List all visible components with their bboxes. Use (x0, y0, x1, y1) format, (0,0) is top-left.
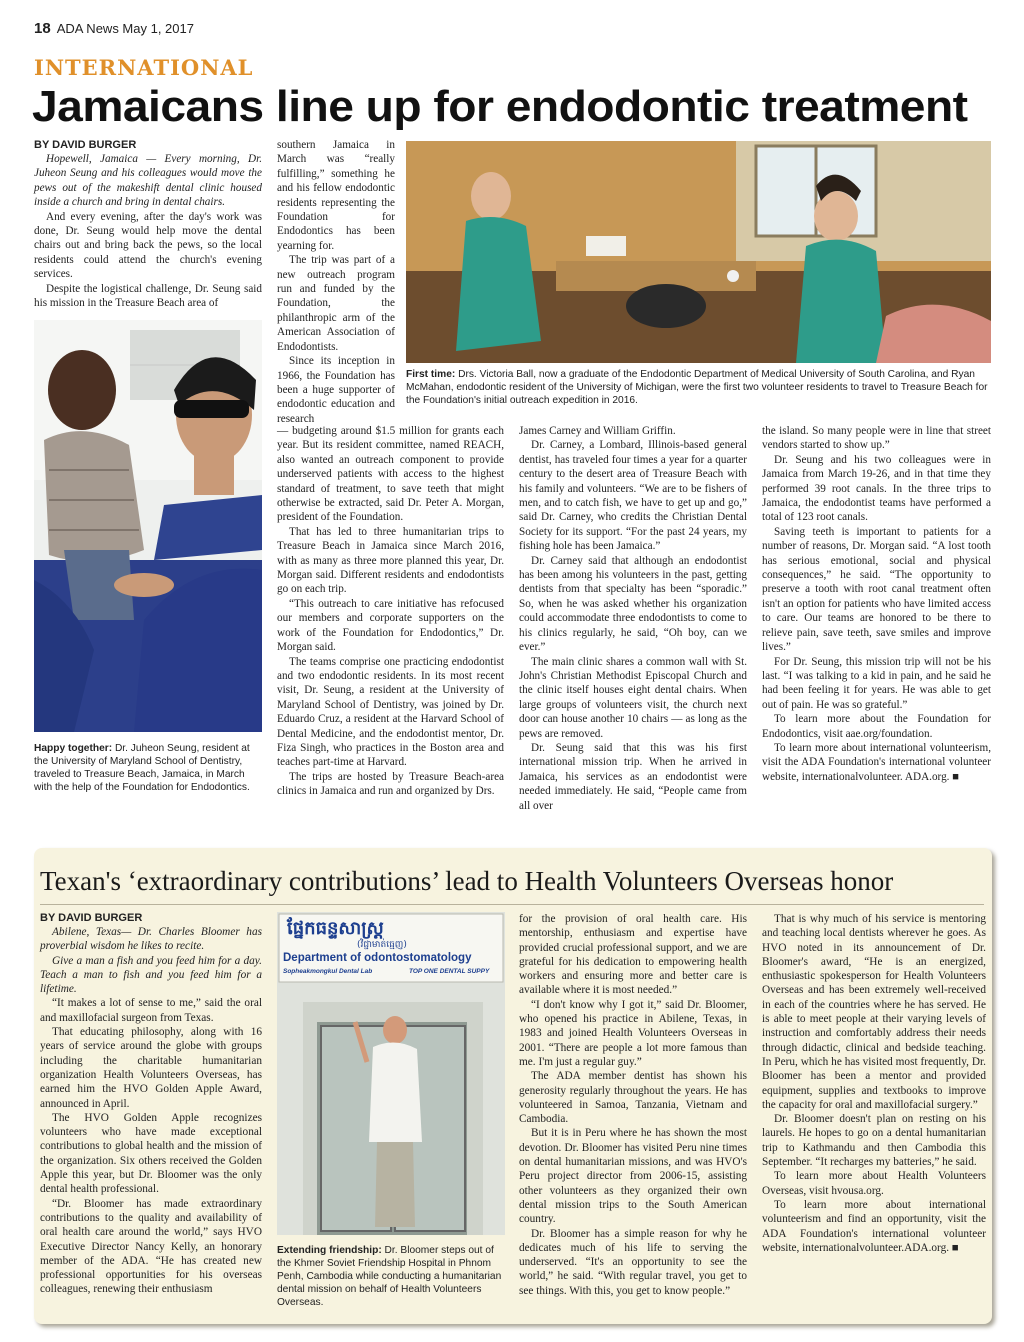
paragraph: “It makes a lot of sense to me,” said the oral and maxillofacial surgeon from Texas. (40, 997, 262, 1024)
paragraph: James Carney and William Griffin. (519, 425, 676, 437)
page-folio (34, 20, 194, 37)
caption-first-time: First time: Drs. Victoria Ball, now a graduate of the Endodontic Department of Medical University of South Carolina, and Ryan McMahan, endodontic resident of the University of Michigan, were the first two volunteer residents to travel to Treasure Beach for the Foundation's initial outreach expedition in 2016. (406, 369, 988, 406)
paragraph: The ADA member dentist has shown his generosity regularly throughout the years. He has volunteered in Samoa, Tanzania, Vietnam and Cambodia. (519, 1070, 747, 1126)
article1-column-1 (34, 152, 262, 310)
sign-lab-text: Sopheakmongkul Dental Lab (283, 968, 373, 975)
paragraph: Saving teeth is important to patients for a number of reasons, Dr. Morgan said. “A lost tooth has serious emotional, social and physical consequences,” he said. “The opportunity to preserve a tooth with root canal treatment often isn't an option for patients who have limited access to care. Our teams are honored to be there to relieve pain, save teeth, save smiles and improve lives.” (762, 525, 991, 654)
paragraph: That educating philosophy, along with 16 years of service around the globe with groups including the charitable humanitarian organization Health Volunteers Overseas, has earned him the HVO Golden Apple Award, announced in April. (40, 1026, 262, 1110)
paragraph: Dr. Bloomer has a simple reason for why he dedicates much of his life to serving the underserved. “It's an opportunity to see the world,” he said. “With regular travel, you get to see things. With this, you get to know people.” (519, 1227, 747, 1297)
paragraph: “This outreach to care initiative has refocused our members and corporate supporters on the work of the Foundation for Endodontics,” Dr. Morgan said. (277, 597, 504, 654)
paragraph: But it is in Peru where he has shown the most devotion. Dr. Bloomer has visited Peru nine times on dental humanitarian missions, and was HVO's Peru project director from 2006-15, assisting other volunteers as they organized their own dental mission trips to the South American country. (519, 1127, 747, 1226)
article2-column-3 (519, 912, 747, 1298)
article1-column-2-top (277, 138, 395, 426)
article2-column-4 (762, 912, 986, 1255)
photo-extending-friendship (277, 912, 505, 1235)
article-headline: Jamaicans line up for endodontic treatment (32, 82, 968, 131)
sign-supply-text: TOP ONE DENTAL SUPPY (409, 968, 490, 975)
paragraph: “Dr. Bloomer has made extraordinary contributions to the quality and availability of oral health care around the world,” says HVO Executive Director Nancy Kelly, an honorary member of the ADA. “He has created new professional opportunities for his overseas colleagues, renewing their enthusiasm (40, 1197, 262, 1296)
paragraph: The HVO Golden Apple recognizes volunteers who have made exceptional contributions to global health and the mission of the organization. Six others received the Golden Apple this year, but Dr. Bloomer was the only dental health professional. (40, 1111, 262, 1196)
paragraph: Dr. Seung and his two colleagues were in Jamaica from March 19-26, and in that time they performed 39 root canals. In the three trips to Jamaica, the endodontist teams have performed a total of 123 root canals. (762, 453, 991, 524)
paragraph: Dr. Bloomer doesn't plan on resting on his laurels. He hopes to go on a dental humanitarian trip to Kathmandu and then Cambodia this September. “It recharges my batteries,” he said. (762, 1113, 986, 1169)
paragraph: — budgeting around $1.5 million for grants each year. But its resident committee, named REACH, also wanted an outreach component to provide underserved patients with access to the highest standard of treatment, to save teeth that might otherwise be extracted, said Dr. Peter A. Morgan, president of the Foundation. (277, 425, 504, 524)
page-number: 18 (34, 20, 51, 37)
paragraph: Since its inception in 1966, the Foundation has been a huge supporter of endodontic education and research (277, 355, 395, 425)
publication-date: ADA News May 1, 2017 (56, 21, 194, 36)
paragraph: That has led to three humanitarian trips to Treasure Beach in Jamaica since March 2016, with as many as three more planned this year, Dr. Morgan said. Different residents and endodontists go on each trip. (277, 525, 504, 596)
paragraph: “I don't know why I got it,” said Dr. Bloomer, who opened his practice in Abilene, Texas, in 1983 and joined Health Volunteers Overseas in 2001. “There are people a lot more famous than me. I'm just a regular guy.” (519, 998, 747, 1068)
paragraph: The trip was part of a new outreach program run and funded by the Foundation, the philanthropic arm of the American Association of Endodontists. (277, 254, 395, 353)
byline: BY DAVID BURGER (34, 139, 137, 151)
paragraph: For Dr. Seung, this mission trip will not be his last. “I was talking to a kid in pain, and he said he had been feeling it for years. He was able to get out of pain. He was so grateful.” (762, 655, 991, 711)
paragraph: To learn more about international volunteerism, visit the ADA Foundation's international volunteer website, internationalvolunteer. ADA.org. ■ (762, 741, 991, 783)
article2-headline: Texan's ‘extraordinary contributions’ lead to Health Volunteers Overseas honor (40, 866, 894, 896)
caption-happy-together: Happy together: Dr. Juheon Seung, resident at the University of Maryland School of Dentistry, traveled to Treasure Beach, Jamaica, in March with the help of the Foundation for Endodontics. (34, 743, 250, 793)
paragraph: the island. So many people were in line that street vendors started to show up.” (762, 425, 991, 452)
paragraph: Dr. Carney, a Lombard, Illinois-based general dentist, has traveled four times a year for a quarter century to the desert area of Treasure Beach with his family and volunteers. “We are to be fishers of men, and to catch fish, we have to get up and go,” said Dr. Carney, who credits the Christian Dental Society for its support. “For the past 24 years, my fishing hole has been Jamaica.” (519, 439, 747, 553)
paragraph: Despite the logistical challenge, Dr. Seung said his mission in the Treasure Beach area of (34, 282, 262, 310)
paragraph: And every evening, after the day's work was done, Dr. Seung would help move the dental chairs out and bring back the pews, so the local residents could attend the church's evening services. (34, 210, 262, 281)
article2-column-1 (40, 925, 262, 1297)
paragraph: The teams comprise one practicing endodontist and two endodontic residents. In its most recent visit, Dr. Seung, a resident at the University of Maryland School of Dentistry, was joined by Dr. Eduardo Cruz, a resident at the Harvard School of Dental Medicine, and the endodontist mentor, Dr. Fiza Singh, who practices in the Boston area and teaches part-time at Harvard. (277, 655, 504, 769)
sign-khmer-subtext: (វិជ្ជាមាត់ធ្មេញ) (357, 940, 407, 950)
paragraph: That is why much of his service is mentoring and teaching local dentists wherever he goes. As HVO noted in its announcement of Dr. Bloomer's award, “He is an energized, enthusiastic spokesperson for Health Volunteers Overseas and has been extremely well-received in each of the countries where he has served. He is able to meet people at their varying levels of instruction and comfortably address their needs through didactic, clinical and bedside teaching. In Peru, which he has visited most frequently, Dr. Bloomer has been a mentor and provided equipment, supplies and textbooks to improve the capacity for oral and maxillofacial surgery.” (762, 913, 986, 1111)
photo-happy-together (34, 320, 262, 732)
paragraph: Hopewell, Jamaica — Every morning, Dr. Juheon Seung and his colleagues would move the pews out of the makeshift dental clinic housed inside a church and bring in dental chairs. (34, 153, 262, 209)
article2-byline: BY DAVID BURGER (40, 912, 143, 924)
sign-english-text: Department of odontostomatology (283, 952, 472, 964)
article1-column-2-bottom (277, 424, 504, 799)
paragraph: southern Jamaica in March was “really fulfilling,” something he and his fellow endodontic residents representing the Foundation for Endodontics has been yearning for. (277, 139, 395, 252)
paragraph: Dr. Carney said that although an endodontist has been among his volunteers in the past, getting dentists from that specialty has been “sporadic.” So, when he was asked whether his organization could accommodate three endodontists to come to his clinics regularly, he said, “Oh boy, can we ever.” (519, 554, 747, 654)
paragraph: To learn more about Health Volunteers Overseas, visit hvousa.org. (762, 1170, 986, 1197)
section-label: INTERNATIONAL (34, 55, 254, 80)
paragraph: for the provision of oral health care. His mentorship, enthusiasm and expertise have provided crucial professional support, and we are grateful for his dedication to empowering health workers and ensuring more and better care is available where it is most needed.” (519, 913, 747, 997)
paragraph: To learn more about the Foundation for Endodontics, visit aae.org/foundation. (762, 713, 991, 740)
paragraph: Give a man a fish and you feed him for a day. Teach a man to fish and you feed him for a lifetime. (40, 954, 262, 996)
paragraph: To learn more about international volunteerism and find an opportunity, visit the ADA Foundation's international volunteer website, internationalvolunteer.ADA.org. ■ (762, 1198, 986, 1254)
sign-khmer-text: ផ្នែកធន្ទសាស្ត្រ (287, 918, 384, 939)
photo-first-time (406, 141, 991, 363)
paragraph: The main clinic shares a common wall with St. John's Christian Methodist Episcopal Church and the clinic itself houses eight dental chairs. When large groups of volunteers visit, the church next door can house another 10 chairs — as long as the pews are removed. (519, 655, 747, 740)
paragraph: The trips are hosted by Treasure Beach-area clinics in Jamaica and run and organized by Drs. (277, 770, 504, 798)
caption-extending-friendship: Extending friendship: Dr. Bloomer steps out of the Khmer Soviet Friendship Hospital in Phnom Penh, Cambodia while conducting a humanitarian dental mission on behalf of Health Volunteers Overseas. (277, 1245, 502, 1308)
article1-column-4 (762, 424, 991, 784)
paragraph: Dr. Seung said that this was his first international mission trip. When he arrived in Jamaica, his services as an endodontist were needed immediately. He said, “People came from all over (519, 741, 747, 812)
paragraph: Abilene, Texas— Dr. Charles Bloomer has proverbial wisdom he likes to recite. (40, 926, 262, 953)
article1-column-3 (519, 424, 747, 813)
headline-rule (40, 904, 984, 905)
